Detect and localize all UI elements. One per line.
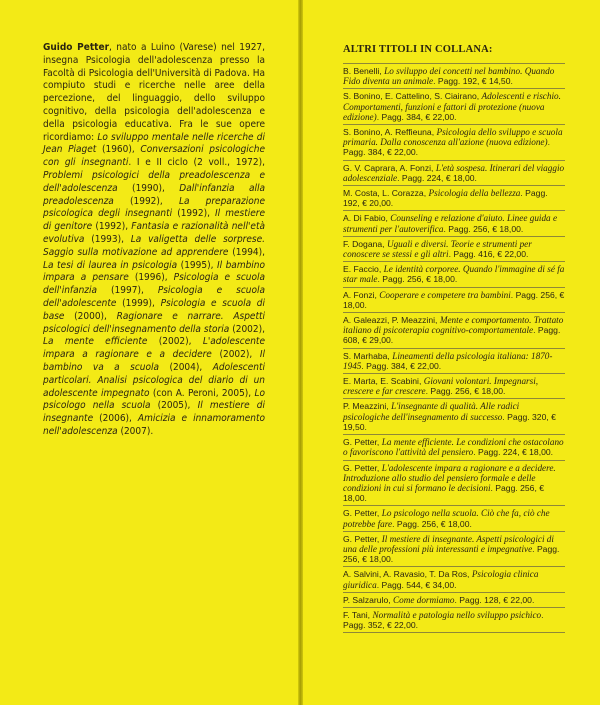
bio-text-segment: (1992), bbox=[113, 195, 179, 207]
series-titles-list bbox=[343, 63, 565, 633]
series-title-item bbox=[343, 348, 565, 373]
title-details: . Pagg. 256, € 18,00. bbox=[425, 386, 506, 397]
title-details: . Pagg. 256, € 18,00. bbox=[343, 482, 545, 504]
bio-text-segment: (2005), bbox=[150, 400, 198, 412]
series-title-item bbox=[343, 185, 565, 210]
series-title-item bbox=[343, 124, 565, 160]
title-details: . Pagg. 128, € 22,00. bbox=[454, 594, 535, 605]
series-title-item bbox=[343, 287, 565, 312]
left-panel bbox=[0, 0, 298, 705]
title-authors: F. Tani, bbox=[343, 609, 373, 620]
bio-text-segment: (1996), bbox=[128, 272, 174, 284]
series-title-item bbox=[343, 63, 565, 88]
bio-text-segment: (2004), bbox=[159, 361, 213, 373]
title-authors: A. Galeazzi, P. Meazzini, bbox=[343, 315, 440, 326]
title-details: . Pagg. 224, € 18,00. bbox=[397, 172, 477, 183]
title-details: . Pagg. 352, € 22,00. bbox=[343, 609, 544, 631]
title-authors: A. Fonzi, bbox=[343, 289, 380, 300]
bio-text-segment: (2007). bbox=[117, 425, 154, 437]
title-authors: G. V. Caprara, A. Fonzi, bbox=[343, 162, 436, 173]
bio-work-title: Fantasia e razionalità nell'età evolutiva bbox=[43, 221, 265, 245]
bio-work-title: Amicizia e innamoramento nell'adolescenza bbox=[43, 413, 266, 437]
title-name: Il mestiere di insegnante. Aspetti psicologici di una delle professioni più interessanti e impegnative bbox=[343, 533, 554, 554]
bio-work-title: Ragionare e narrare. Aspetti psicologici dell'insegnamento della storia bbox=[43, 310, 265, 335]
title-details: . Pagg. 192, € 20,00. bbox=[343, 188, 548, 209]
bio-text-segment: (1992), bbox=[92, 221, 132, 233]
title-details: . Pagg. 224, € 18,00. bbox=[473, 447, 554, 458]
series-title-item bbox=[343, 398, 565, 434]
bio-work-title: Psicologia e scuola dell'adolescente bbox=[43, 285, 265, 309]
title-name: Mente e comportamento. Trattato italiano di psicoterapia cognitivo-comportamentale bbox=[343, 315, 564, 336]
title-authors: E. Faccio, bbox=[343, 264, 384, 275]
title-name: La mente efficiente. Le condizioni che ostacolano o favoriscono l'attività del pensiero bbox=[343, 437, 564, 458]
bio-text-segment: (1990), bbox=[117, 182, 180, 194]
title-details: . Pagg. 256, € 18,00. bbox=[343, 289, 565, 310]
title-details: . Pagg. 544, € 34,00. bbox=[376, 579, 457, 590]
bio-work-title: Conversazioni psicologiche con gli insegnanti bbox=[43, 144, 265, 169]
title-authors: A. Salvini, A. Ravasio, T. Da Ros, bbox=[343, 569, 472, 580]
title-details: . Pagg. 192, € 14,50. bbox=[433, 76, 513, 87]
title-name: Lineamenti della psicologia italiana: 1870-1945 bbox=[343, 350, 553, 371]
title-authors: B. Benelli, bbox=[343, 66, 385, 76]
title-name: Psicologia clinica giuridica bbox=[343, 569, 539, 590]
title-details: . Pagg. 384, € 22,00. bbox=[376, 111, 457, 122]
bio-work-title: La valigetta delle sorprese. Saggio sulla motivazione ad apprendere bbox=[43, 233, 265, 258]
title-name: L'età sospesa. Itinerari del viaggio adolescenziale bbox=[343, 162, 565, 183]
bio-work-title: Lo sviluppo mentale nelle ricerche di Jean Piaget bbox=[43, 131, 265, 156]
title-name: Come dormiamo bbox=[393, 594, 455, 605]
title-authors: F. Dogana, bbox=[343, 238, 387, 249]
title-name: L'adolescente impara a ragionare e a decidere. Introduzione allo studio del pensiero formale e delle condizioni in cui si formano le decisioni bbox=[343, 462, 556, 493]
bio-work-title: Il mestiere di insegnante bbox=[43, 400, 266, 425]
title-name: Psicologia della bellezza bbox=[428, 188, 521, 199]
title-authors: A. Di Fabio, bbox=[343, 213, 391, 224]
bio-work-title: Il bambino va a scuola bbox=[43, 349, 265, 373]
bio-work-title: Psicologia e scuola dell'infanzia bbox=[43, 272, 265, 297]
series-title-item bbox=[343, 236, 565, 261]
series-title-item bbox=[343, 460, 565, 506]
bio-text bbox=[43, 42, 265, 437]
bio-text-segment: (1960), bbox=[96, 144, 141, 156]
bio-text-segment: (con A. Peroni, 2005), bbox=[149, 387, 255, 399]
author-bio bbox=[43, 42, 265, 439]
bio-text-segment: (2000), bbox=[64, 310, 117, 322]
bio-text-segment: (2002), bbox=[229, 323, 265, 335]
bio-work-title: Problemi psicologici della preadolescenza e dell'adolescenza bbox=[43, 169, 265, 194]
title-name: Psicologia dello sviluppo e scuola primaria. Dalla conoscenza all'azione (nuova edizione) bbox=[343, 127, 563, 148]
series-heading: ALTRI TITOLI IN COLLANA: bbox=[343, 44, 493, 55]
title-details: . Pagg. 608, € 29,00. bbox=[343, 325, 561, 346]
title-authors: M. Costa, L. Corazza, bbox=[343, 188, 429, 199]
series-title-item bbox=[343, 607, 565, 633]
right-panel bbox=[303, 0, 600, 705]
bio-work-title: La mente efficiente bbox=[43, 336, 148, 348]
bio-text-segment: , nato a Luino (Varese) nel 1927, insegna Psicologia dell'adolescenza presso la Facoltà di Psicologia dell'Università di Padova. Ha compiuto studi e ricerche nelle aree della percezione, del linguaggio, dello sviluppo cognitivo, della psicologia dell'adolescenza e della psicologia educativa. Fra le sue opere ricordiamo: bbox=[43, 42, 265, 143]
title-authors: E. Marta, E. Scabini, bbox=[343, 376, 424, 387]
title-name: Le identità corporee. Quando l'immagine di sé fa star male bbox=[343, 264, 565, 285]
title-authors: S. Bonino, E. Cattelino, S. Ciairano, bbox=[343, 91, 482, 102]
series-title-item bbox=[343, 210, 565, 235]
title-name: Cooperare e competere tra bambini bbox=[379, 289, 511, 300]
title-name: Lo sviluppo dei concetti nel bambino. Quando Fido diventa un animale bbox=[343, 66, 555, 87]
series-list-container bbox=[343, 44, 565, 633]
series-title-item bbox=[343, 261, 565, 286]
title-name: Counseling e relazione d'aiuto. Linee guida e strumenti per l'autoverifica bbox=[343, 213, 558, 234]
title-authors: P. Salzarulo, bbox=[343, 594, 394, 605]
bio-text-segment: (1999), bbox=[116, 297, 161, 309]
bio-text-segment: (2006), bbox=[93, 413, 138, 425]
bio-work-title: Psicologia e scuola di base bbox=[43, 297, 266, 322]
title-details: . Pagg. 256, € 18,00. bbox=[392, 518, 472, 529]
series-title-item bbox=[343, 566, 565, 591]
title-details: . Pagg. 256, € 18,00. bbox=[343, 543, 560, 565]
author-name: Guido Petter bbox=[43, 42, 110, 53]
title-name: Uguali e diversi. Teorie e strumenti per conoscere se stessi e gli altri bbox=[343, 238, 532, 260]
series-title-item bbox=[343, 312, 565, 348]
title-details: . Pagg. 256, € 18,00. bbox=[443, 223, 524, 234]
bio-work-title: Lo psicologo nella scuola bbox=[43, 387, 266, 412]
bio-work-title: La preparazione psicologica degli insegnanti bbox=[43, 195, 265, 220]
title-authors: G. Petter, bbox=[343, 533, 382, 544]
bio-work-title: L'adolescente impara a ragionare e a decidere bbox=[43, 336, 265, 361]
title-name: L'insegnante di qualità. Alle radici psicologiche dell'insegnamento di successo bbox=[343, 401, 520, 422]
title-authors: S. Bonino, A. Reffieuna, bbox=[343, 127, 437, 138]
bio-text-segment: (1993), bbox=[84, 233, 131, 245]
bio-work-title: Dall'infanzia alla preadolescenza bbox=[43, 182, 265, 207]
bio-text-segment: (1995), bbox=[177, 259, 217, 271]
title-name: Giovani volontari. Impegnarsi, crescere e far crescere bbox=[343, 376, 539, 397]
title-details: . Pagg. 384, € 22,00. bbox=[343, 137, 550, 158]
bio-text-segment: . I e II ciclo (2 voll., 1972), bbox=[128, 157, 265, 169]
title-authors: G. Petter, bbox=[343, 508, 382, 519]
title-name: Normalità e patologia nello sviluppo psichico bbox=[372, 609, 542, 620]
title-details: . Pagg. 384, € 22,00. bbox=[361, 360, 442, 371]
series-title-item bbox=[343, 373, 565, 398]
series-title-item bbox=[343, 592, 565, 607]
bio-text-segment: (1997), bbox=[97, 285, 158, 297]
series-title-item bbox=[343, 160, 565, 185]
bio-work-title: Il bambino impara a pensare bbox=[43, 259, 266, 284]
title-name: Adolescenti e rischio. Comportamenti, funzioni e fattori di protezione (nuova edizione) bbox=[343, 91, 561, 122]
title-details: . Pagg. 416, € 22,00. bbox=[448, 249, 529, 260]
bio-work-title: Adolescenti particolari. Analisi psicologica del diario di un adolescente impegnato bbox=[43, 361, 266, 399]
series-title-item bbox=[343, 88, 565, 124]
series-title-item bbox=[343, 505, 565, 530]
title-authors: P. Meazzini, bbox=[343, 401, 392, 412]
bio-text-segment: (2002), bbox=[211, 349, 260, 361]
series-title-item bbox=[343, 434, 565, 459]
bio-text-segment: (1994), bbox=[228, 246, 266, 258]
bio-work-title: La tesi di laurea in psicologia bbox=[43, 259, 178, 271]
title-authors: S. Marhaba, bbox=[343, 350, 393, 361]
title-details: . Pagg. 256, € 18,00. bbox=[377, 274, 458, 285]
bio-work-title: Il mestiere di genitore bbox=[43, 208, 265, 233]
title-details: . Pagg. 320, € 19,50. bbox=[343, 411, 556, 432]
bio-text-segment: (2002), bbox=[147, 336, 203, 348]
series-title-item bbox=[343, 531, 565, 567]
title-name: Lo psicologo nella scuola. Ciò che fa, ciò che potrebbe fare bbox=[343, 508, 550, 529]
title-authors: G. Petter, bbox=[343, 462, 382, 473]
bio-text-segment: (1992), bbox=[172, 208, 216, 220]
title-authors: G. Petter, bbox=[343, 437, 382, 448]
